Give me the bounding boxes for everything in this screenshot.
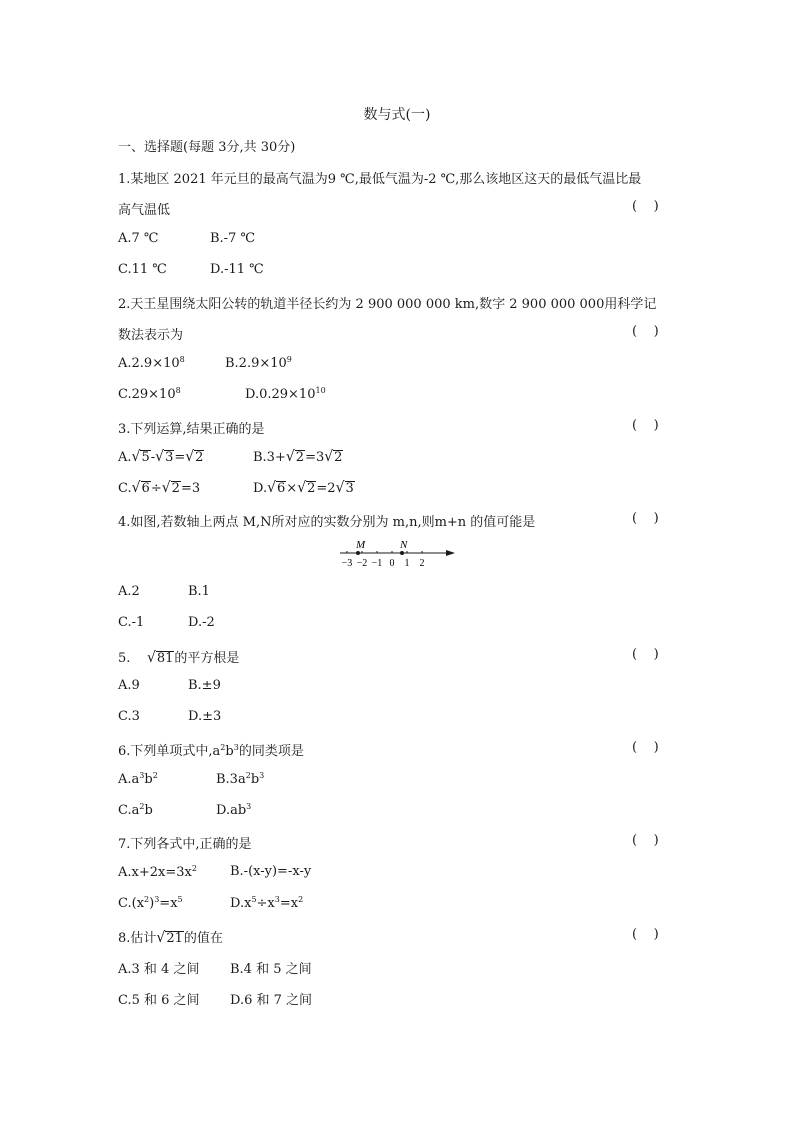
arrow-icon [446, 550, 455, 556]
radical-icon: √ [285, 448, 295, 466]
radical-icon: √ [131, 448, 141, 466]
q4-answer-paren: ( ) [632, 511, 659, 526]
q6-option-c: $C.a^2b$ [118, 802, 153, 818]
q4-option-d: D.-2 [188, 615, 215, 630]
q2-stem-line2: 数法表示为 [118, 328, 184, 343]
q1-stem-line1: 1.某地区 2021 年元旦的最高气温为9 ℃,最低气温为-2 ℃,那么该地区这天的最低气温比最 [118, 172, 642, 187]
point-n [400, 551, 404, 555]
q2-option-b: $B.2.9\times 10^9$ [225, 355, 292, 371]
q7-answer-paren: ( ) [632, 833, 659, 848]
number-line-figure [338, 538, 458, 570]
q2-answer-paren: ( ) [632, 324, 659, 339]
q4-option-a: A.2 [118, 584, 140, 599]
q5-stem: 5. √81的平方根是 [118, 649, 240, 667]
radical-icon: √ [297, 479, 307, 497]
radical-icon: √ [335, 479, 345, 497]
q5-option-a: A.9 [118, 678, 140, 693]
radical-icon: √ [324, 448, 334, 466]
point-m-label: M [356, 539, 366, 551]
q8-option-c: C.5 和 6 之间 [118, 993, 200, 1008]
q2-option-d: $D.0.29\times 10^{10}$ [245, 386, 326, 402]
q5-option-b: B.±9 [188, 678, 221, 693]
q6-option-a: $A.a^3b^2$ [118, 771, 158, 787]
radical-icon: √ [131, 479, 141, 497]
q1-option-a: A.7 ℃ [118, 231, 159, 246]
axis-tick-label: 1 [404, 558, 410, 569]
section-heading: 一、选择题(每题 3分,共 30分) [118, 140, 296, 155]
axis-tick-label: 0 [389, 558, 395, 569]
q7-stem: 7.下列各式中,正确的是 [118, 837, 252, 852]
q4-option-c: C.-1 [118, 615, 145, 630]
q5-option-c: C.3 [118, 709, 140, 724]
radical-icon: √ [161, 479, 171, 497]
q3-option-b: B.3+√2=3√2 [253, 448, 343, 466]
q6-stem: 6.下列单项式中$,a^2b^3$的同类项是 [118, 743, 304, 759]
q4-option-b: B.1 [188, 584, 210, 599]
q2-option-a: $A.2.9\times 10^8$ [118, 355, 185, 371]
q2-stem-line1: 2.天王星围绕太阳公转的轨道半径长约为 2 900 000 000 km,数字 2 900 000 000用科学记 [118, 297, 657, 312]
q3-option-c: C.√6÷√2=3 [118, 479, 201, 497]
q3-option-d: D.√6×√2=2√3 [253, 479, 354, 497]
point-n-label: N [400, 539, 408, 551]
axis-tick-label: −3 [341, 558, 353, 569]
q1-option-b: B.-7 ℃ [210, 231, 256, 246]
q8-stem: 8.估计√21的值在 [118, 929, 223, 947]
radical-icon: √ [156, 929, 166, 947]
axis-tick-label: 2 [419, 558, 425, 569]
q1-stem-line2: 高气温低 [118, 203, 171, 218]
radical-icon: √ [267, 479, 277, 497]
axis-tick-label: −1 [371, 558, 383, 569]
q6-option-b: $B.3a^2b^3$ [216, 771, 265, 787]
radical-icon: √ [185, 448, 195, 466]
q5-answer-paren: ( ) [632, 647, 659, 662]
q7-option-b: B.-(x-y)=-x-y [230, 864, 312, 879]
radical-icon: √ [146, 649, 156, 667]
q1-option-d: D.-11 ℃ [210, 262, 264, 277]
q8-answer-paren: ( ) [632, 927, 659, 942]
q1-option-c: C.11 ℃ [118, 262, 167, 277]
q4-stem: 4.如图,若数轴上两点 M,N所对应的实数分别为 m,n,则m+n 的值可能是 [118, 515, 536, 530]
q5-option-d: D.±3 [188, 709, 222, 724]
q7-option-a: $A.x+2x=3x^2$ [118, 864, 197, 880]
q1-answer-paren: ( ) [632, 199, 659, 214]
q7-option-c: $C.(x^2)^3=x^5$ [118, 895, 183, 911]
q3-stem: 3.下列运算,结果正确的是 [118, 422, 265, 437]
q8-option-b: B.4 和 5 之间 [230, 962, 312, 977]
q6-option-d: $D.ab^3$ [216, 802, 252, 818]
axis-tick-label: −2 [356, 558, 368, 569]
q8-option-d: D.6 和 7 之间 [230, 993, 313, 1008]
q6-answer-paren: ( ) [632, 740, 659, 755]
q8-option-a: A.3 和 4 之间 [118, 962, 200, 977]
q7-option-d: $D.x^5\div x^3=x^2$ [230, 895, 304, 911]
q3-answer-paren: ( ) [632, 418, 659, 433]
q2-option-c: $C.29\times 10^8$ [118, 386, 181, 402]
q3-option-a: A.√5-√3=√2 [118, 448, 204, 466]
point-m [356, 551, 360, 555]
radical-icon: √ [155, 448, 165, 466]
page-title: 数与式(一) [363, 107, 431, 123]
